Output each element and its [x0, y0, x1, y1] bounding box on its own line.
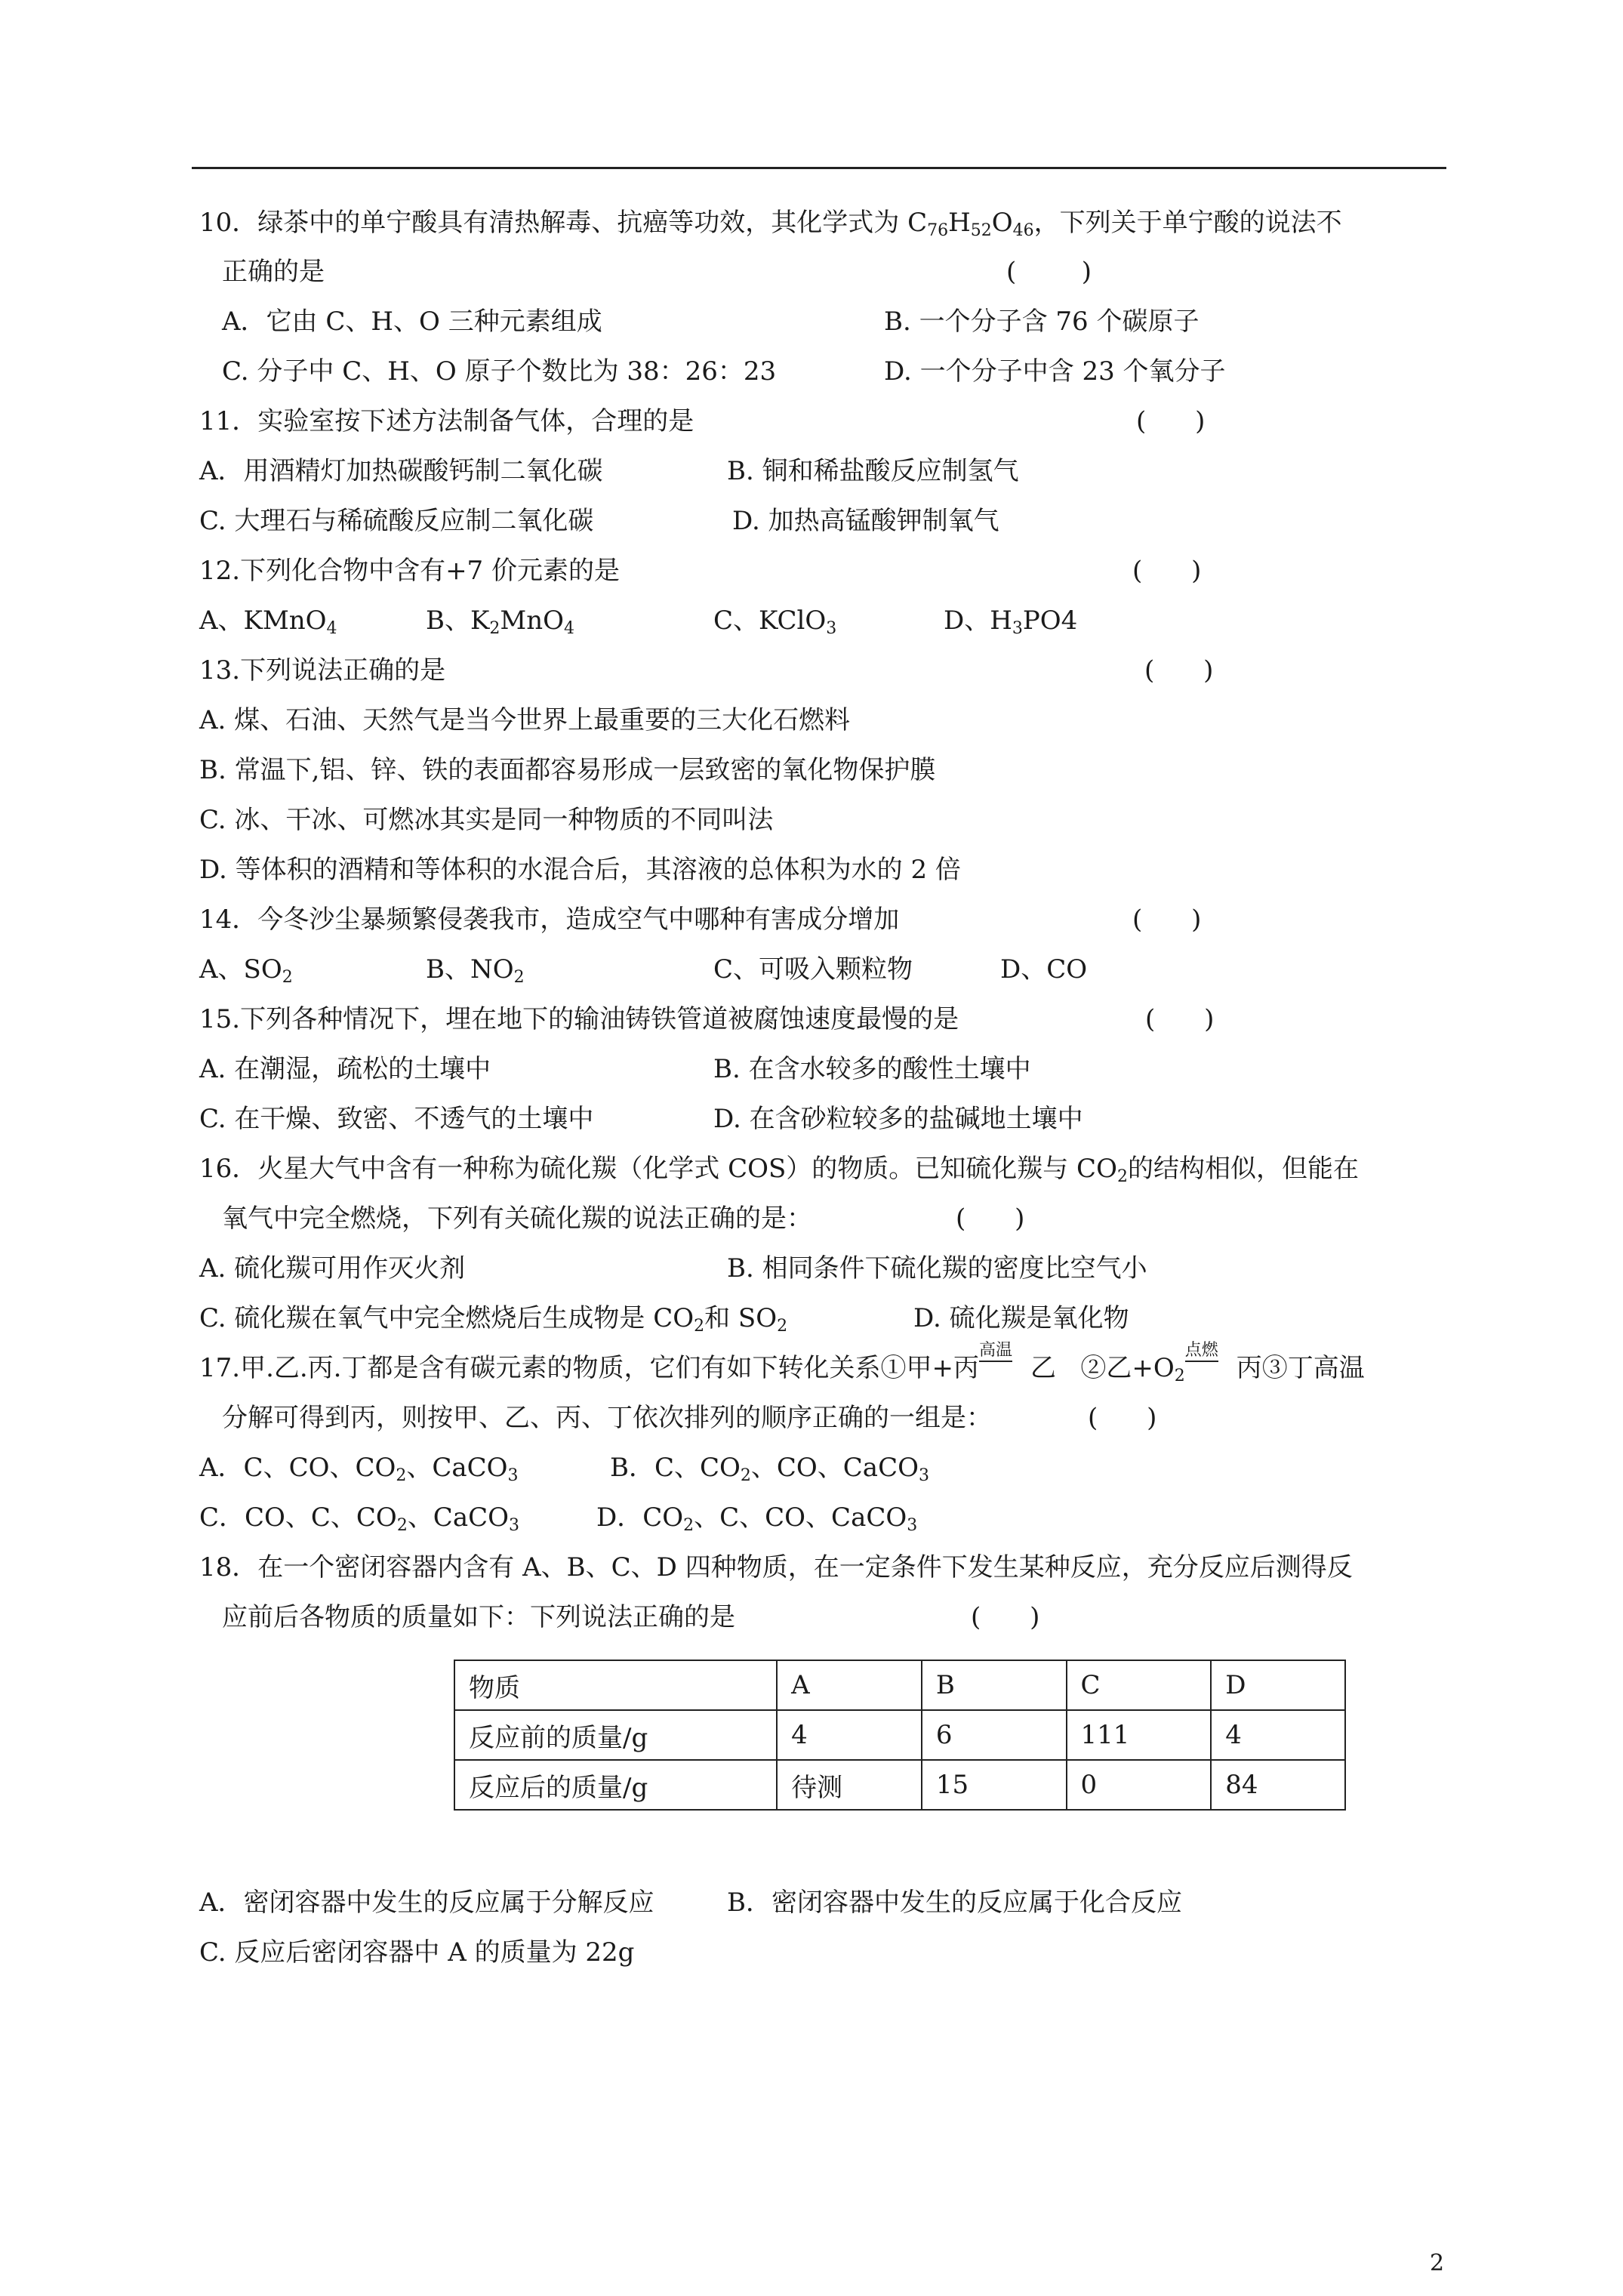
- page-number: 2: [1430, 2250, 1445, 2276]
- q18-option-b: B．密闭容器中发生的反应属于化合反应: [727, 1888, 1182, 1918]
- table-header-row: [454, 1660, 1345, 1710]
- table-cell: 4: [1211, 1710, 1345, 1760]
- table-row: [454, 1710, 1345, 1760]
- q14-stem: 14．今冬沙尘暴频繁侵袭我市，造成空气中哪种有害成分增加: [199, 905, 900, 935]
- q10-option-d: D. 一个分子中含 23 个氧分子: [884, 356, 1226, 387]
- q13-option-c: C. 冰、干冰、可燃冰其实是同一种物质的不同叫法: [199, 805, 774, 835]
- q13-stem: 13.下列说法正确的是: [199, 655, 446, 686]
- q16-option-a: A. 硫化羰可用作灭火剂: [199, 1253, 466, 1284]
- q16-option-c: C. 硫化羰在氧气中完全燃烧后生成物是 $CO_2$和 $SO_2$: [199, 1303, 788, 1336]
- header-rule: [192, 167, 1446, 169]
- table-cell: 6: [922, 1710, 1067, 1760]
- q17-stem: 17.甲.乙.丙.丁都是含有碳元素的物质，它们有如下转化关系①甲+丙 高温 乙 ②乙$+O_2$ 点燃 丙③丁高温: [199, 1341, 1365, 1385]
- table-header-cell: 物质: [454, 1660, 777, 1710]
- q11-option-a: A．用酒精灯加热碳酸钙制二氧化碳: [199, 456, 603, 486]
- q10-option-a: A．它由 C、H、O 三种元素组成: [222, 307, 602, 337]
- q17-condition-ignite: 点燃: [1185, 1351, 1236, 1385]
- q18-option-c: C. 反应后密闭容器中 A 的质量为 22g: [199, 1937, 635, 1968]
- q10-answer-blank: ( ): [1006, 257, 1092, 287]
- q15-answer-blank: ( ): [1145, 1004, 1215, 1034]
- q11-answer-blank: ( ): [1136, 406, 1206, 436]
- q12-option-d: D、$H_3PO4$: [944, 606, 1078, 638]
- q17-stem-line2: 分解可得到丙，则按甲、乙、丙、丁依次排列的顺序正确的一组是：: [222, 1403, 992, 1433]
- q10-stem: 10．绿茶中的单宁酸具有清热解毒、抗癌等功效，其化学式为 $C_{76}H_{52}O_{46}$，下列关于单宁酸的说法不: [199, 208, 1342, 240]
- table-header-cell: C: [1067, 1660, 1212, 1710]
- q16-option-d: D. 硫化羰是氧化物: [913, 1303, 1129, 1333]
- table-cell: 反应前的质量/g: [454, 1710, 777, 1760]
- q15-option-c: C. 在干燥、致密、不透气的土壤中: [199, 1104, 594, 1134]
- q15-stem: 15.下列各种情况下，埋在地下的输油铸铁管道被腐蚀速度最慢的是: [199, 1004, 959, 1034]
- q12-option-a: A、KMnO$_4$: [199, 606, 337, 638]
- q11-option-d: D. 加热高锰酸钾制氧气: [732, 506, 999, 536]
- q14-option-d: D、CO: [1000, 954, 1088, 985]
- q12-option-b: B、$K_2MnO_4$: [426, 606, 574, 638]
- q11-stem: 11．实验室按下述方法制备气体，合理的是: [199, 406, 694, 436]
- q17-option-b: B．C、$CO_2$、CO、CaCO$_3$: [610, 1453, 929, 1485]
- q17-option-c: C．CO、C、$CO_2$、CaCO$_3$: [199, 1502, 519, 1535]
- q15-option-d: D. 在含砂粒较多的盐碱地土壤中: [713, 1104, 1083, 1134]
- q14-answer-blank: ( ): [1132, 905, 1202, 935]
- q14-option-c: C、可吸入颗粒物: [713, 954, 913, 985]
- q10-option-c: C. 分子中 C、H、O 原子个数比为 38：26：23: [222, 356, 777, 387]
- q12-answer-blank: ( ): [1132, 556, 1202, 586]
- q18-option-a: A．密闭容器中发生的反应属于分解反应: [199, 1888, 654, 1918]
- table-cell: 4: [777, 1710, 922, 1760]
- table-cell: 反应后的质量/g: [454, 1760, 777, 1810]
- table-cell: 111: [1067, 1710, 1212, 1760]
- q13-option-a: A. 煤、石油、天然气是当今世界上最重要的三大化石燃料: [199, 705, 851, 735]
- q10-stem-line2: 正确的是: [222, 257, 325, 287]
- table-header-cell: B: [922, 1660, 1067, 1710]
- q10-option-b: B. 一个分子含 76 个碳原子: [884, 307, 1200, 337]
- table-cell: 待测: [777, 1760, 922, 1810]
- q17-condition-high-temp: 高温: [979, 1351, 1030, 1385]
- table-row: [454, 1760, 1345, 1810]
- q17-option-d: D．$CO_2$、C、CO、CaCO$_3$: [596, 1502, 918, 1535]
- q16-stem-line2: 氧气中完全燃烧，下列有关硫化羰的说法正确的是：: [222, 1203, 812, 1234]
- q17-option-a: A．C、CO、$CO_2$、CaCO$_3$: [199, 1453, 519, 1485]
- table-cell: 84: [1211, 1760, 1345, 1810]
- q12-stem: 12.下列化合物中含有+7 价元素的是: [199, 556, 620, 586]
- q14-option-a: A、$SO_2$: [199, 954, 293, 987]
- q16-stem: 16．火星大气中含有一种称为硫化羰（化学式 COS）的物质。已知硫化羰与 $CO_2$的结构相似，但能在: [199, 1154, 1359, 1186]
- q12-option-c: C、KClO$_3$: [713, 606, 837, 638]
- q14-option-b: B、$NO_2$: [426, 954, 525, 987]
- table-header-cell: A: [777, 1660, 922, 1710]
- q13-answer-blank: ( ): [1144, 655, 1214, 686]
- q11-option-b: B. 铜和稀盐酸反应制氢气: [727, 456, 1019, 486]
- q18-stem: 18．在一个密闭容器内含有 A、B、C、D 四种物质，在一定条件下发生某种反应，充分反应后测得反: [199, 1552, 1353, 1583]
- mass-table: [454, 1660, 1346, 1811]
- q18-stem-line2: 应前后各物质的质量如下：下列说法正确的是: [222, 1602, 735, 1632]
- table-cell: 15: [922, 1760, 1067, 1810]
- q13-option-d: D. 等体积的酒精和等体积的水混合后，其溶液的总体积为水的 2 倍: [199, 855, 961, 885]
- table-cell: 0: [1067, 1760, 1212, 1810]
- q16-answer-blank: ( ): [956, 1203, 1025, 1234]
- q11-option-c: C. 大理石与稀硫酸反应制二氧化碳: [199, 506, 594, 536]
- q15-option-a: A. 在潮湿，疏松的土壤中: [199, 1054, 491, 1084]
- q17-answer-blank: ( ): [1088, 1403, 1157, 1433]
- table-header-cell: D: [1211, 1660, 1345, 1710]
- q15-option-b: B. 在含水较多的酸性土壤中: [713, 1054, 1031, 1084]
- q13-option-b: B. 常温下,铝、锌、铁的表面都容易形成一层致密的氧化物保护膜: [199, 755, 936, 785]
- q18-answer-blank: ( ): [971, 1602, 1040, 1632]
- q16-option-b: B. 相同条件下硫化羰的密度比空气小: [727, 1253, 1147, 1284]
